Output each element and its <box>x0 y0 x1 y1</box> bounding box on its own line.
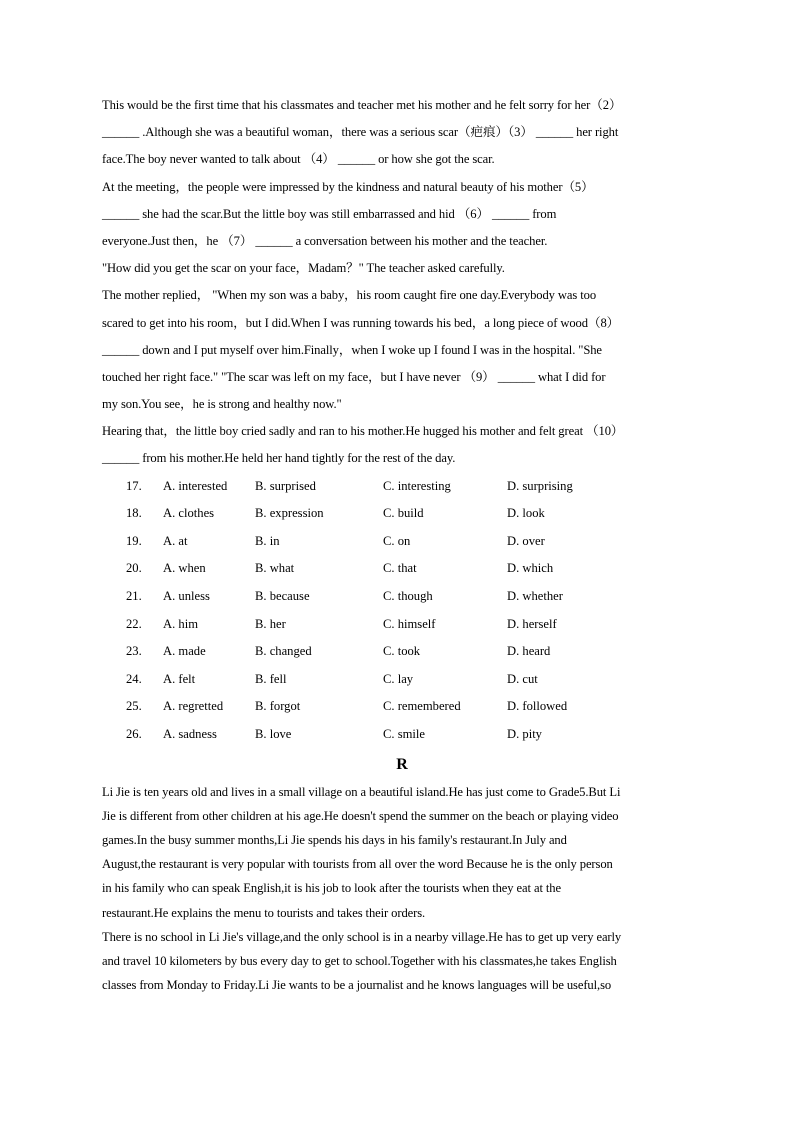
passage-line: Jie is different from other children at his age.He doesn't spend the summer on the beach or playing video <box>102 808 619 823</box>
question-number: 19. <box>126 533 142 548</box>
passage-line: games.In the busy summer months,Li Jie spends his days in his family's restaurant.In July and <box>102 832 567 847</box>
question-row <box>102 473 702 501</box>
option-b: B. expression <box>255 506 324 521</box>
question-row <box>102 721 702 749</box>
option-b: B. love <box>255 726 292 741</box>
option-a: A. him <box>163 616 198 631</box>
passage-line: classes from Monday to Friday.Li Jie wants to be a journalist and he knows languages will be useful,so <box>102 978 612 993</box>
option-c: C. lay <box>383 671 414 686</box>
passage-line: ______ she had the scar.But the little boy was still embarrassed and hid （6） ______ from <box>102 206 557 221</box>
question-number: 26. <box>126 726 142 741</box>
option-b: B. changed <box>255 644 312 659</box>
passage-line: face.The boy never wanted to talk about （4） ______ or how she got the scar. <box>102 152 495 167</box>
option-b: B. forgot <box>255 699 301 714</box>
option-d: D. surprising <box>507 478 573 493</box>
question-row <box>102 500 702 528</box>
cloze-passage <box>102 92 702 473</box>
option-c: C. that <box>383 561 417 576</box>
passage-line: ______ down and I put myself over him.Finally，when I woke up I found I was in the hospital. "She <box>102 342 602 357</box>
option-c: C. took <box>383 644 421 659</box>
passage-line: "How did you get the scar on your face，Madam？" The teacher asked carefully. <box>102 261 505 276</box>
passage-line: There is no school in Li Jie's village,and the only school is in a nearby village.He has to get up very early <box>102 929 622 944</box>
question-row <box>102 555 702 583</box>
passage-line: my son.You see，he is strong and healthy now." <box>102 397 342 412</box>
option-d: D. pity <box>507 726 542 741</box>
option-d: D. herself <box>507 616 557 631</box>
passage-line: everyone.Just then，he （7） ______ a conversation between his mother and the teacher. <box>102 233 548 248</box>
option-a: A. interested <box>163 478 228 493</box>
question-number: 17. <box>126 478 142 493</box>
option-c: C. remembered <box>383 699 461 714</box>
question-number: 21. <box>126 589 142 603</box>
passage-line: Hearing that，the little boy cried sadly and ran to his mother.He hugged his mother and felt great （10） <box>102 424 624 439</box>
option-d: D. which <box>507 561 554 576</box>
passage-line: and travel 10 kilometers by bus every day to get to school.Together with his classmates,he takes English <box>102 953 617 968</box>
question-row <box>102 528 702 556</box>
question-number: 20. <box>126 561 142 576</box>
option-d: D. heard <box>507 644 551 659</box>
option-b: B. surprised <box>255 478 316 493</box>
option-d: D. over <box>507 533 545 548</box>
option-c: C. himself <box>383 616 436 631</box>
passage-line: At the meeting，the people were impressed by the kindness and natural beauty of his mother（5） <box>102 179 594 194</box>
option-a: A. at <box>163 533 188 548</box>
passage-line: The mother replied， "When my son was a baby，his room caught fire one day.Everybody was too <box>102 288 597 303</box>
option-b: B. what <box>255 561 295 576</box>
option-a: A. regretted <box>163 699 224 714</box>
document-page <box>102 92 702 997</box>
passage-line: ______ from his mother.He held her hand tightly for the rest of the day. <box>102 451 456 466</box>
passage-line: touched her right face." "The scar was left on my face，but I have never （9） ______ what I did for <box>102 369 606 384</box>
option-c: C. build <box>383 506 424 521</box>
option-d: D. whether <box>507 589 563 603</box>
question-number: 22. <box>126 616 142 631</box>
option-b: B. because <box>255 589 310 603</box>
passage-line: scared to get into his room，but I did.When I was running towards his bed，a long piece of wood（8） <box>102 315 620 330</box>
question-row <box>102 693 702 721</box>
option-a: A. made <box>163 644 206 659</box>
passage-line: This would be the first time that his classmates and teacher met his mother and he felt sorry for her（2） <box>102 98 622 112</box>
question-row <box>102 583 702 611</box>
option-b: B. fell <box>255 671 287 686</box>
option-c: C. interesting <box>383 478 451 493</box>
option-a: A. unless <box>163 589 210 603</box>
option-a: A. clothes <box>163 506 215 521</box>
option-d: D. look <box>507 506 545 521</box>
passage-line: in his family who can speak English,it is his job to look after the tourists when they eat at the <box>102 881 561 896</box>
section-heading: R <box>396 755 408 773</box>
passage-line: Li Jie is ten years old and lives in a small village on a beautiful island.He has just come to Grade5.But Li <box>102 784 621 799</box>
option-a: A. felt <box>163 671 196 686</box>
passage-line: restaurant.He explains the menu to tourists and takes their orders. <box>102 905 426 920</box>
option-a: A. when <box>163 561 206 576</box>
reading-passage <box>102 780 702 998</box>
option-d: D. followed <box>507 699 568 714</box>
passage-line: ______ .Although she was a beautiful woman，there was a serious scar（疤痕）（3） ______ her right <box>102 125 619 140</box>
option-b: B. in <box>255 533 280 548</box>
question-row <box>102 666 702 694</box>
passage-line: August,the restaurant is very popular with tourists from all over the word Because he is the only person <box>102 857 613 872</box>
question-row <box>102 638 702 666</box>
question-number: 25. <box>126 699 142 714</box>
option-d: D. cut <box>507 671 538 686</box>
question-number: 18. <box>126 506 142 521</box>
option-c: C. though <box>383 589 433 603</box>
question-options <box>102 473 702 749</box>
question-number: 24. <box>126 671 142 686</box>
question-row <box>102 611 702 639</box>
option-a: A. sadness <box>163 726 217 741</box>
option-b: B. her <box>255 616 286 631</box>
option-c: C. smile <box>383 726 425 741</box>
option-c: C. on <box>383 533 411 548</box>
question-number: 23. <box>126 644 142 659</box>
